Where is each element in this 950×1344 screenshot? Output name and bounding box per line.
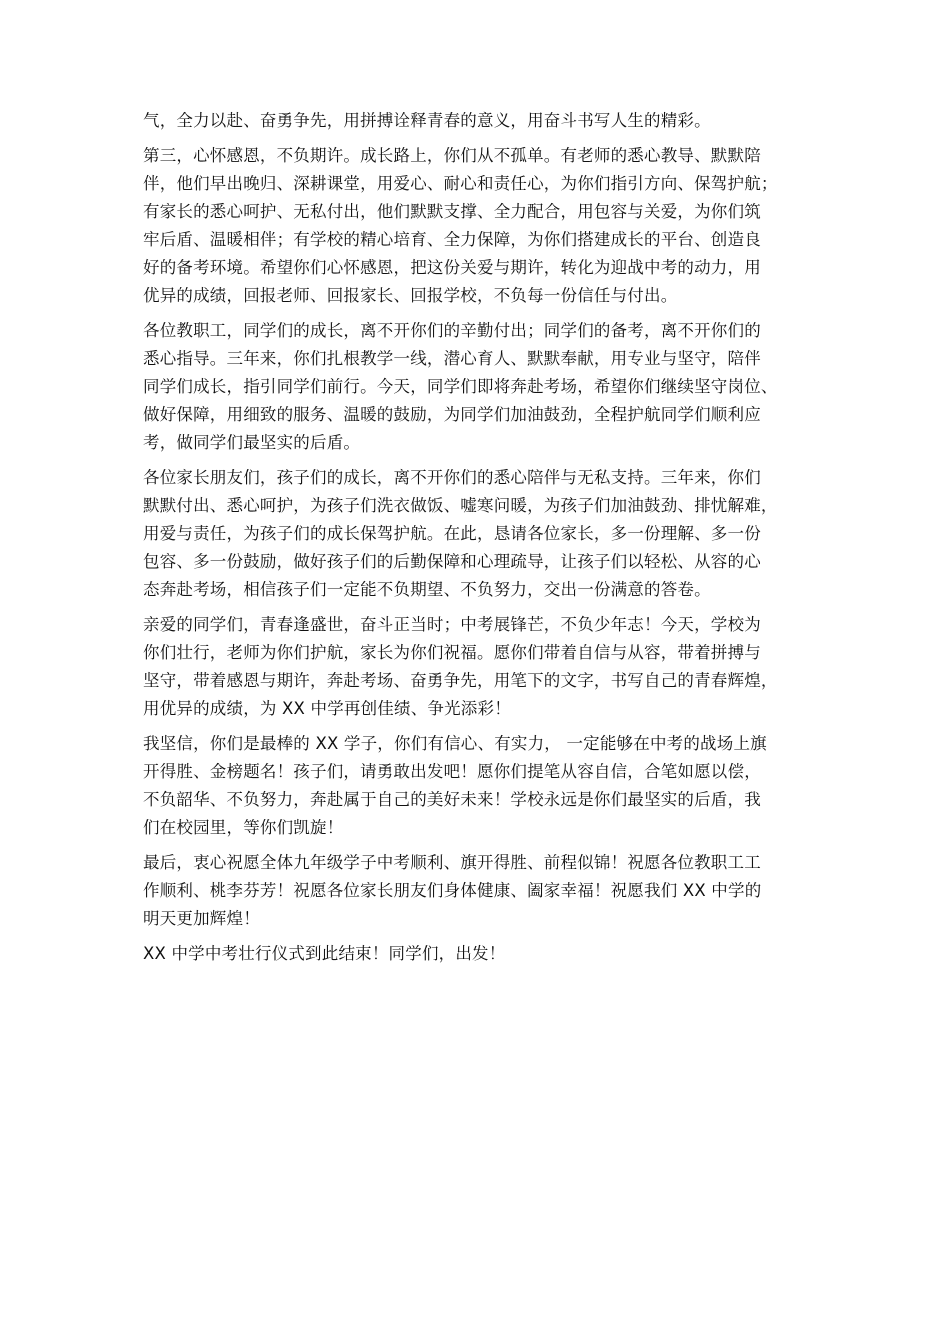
text-line: 我坚信，你们是最棒的 XX 学子，你们有信心、有实力， 一定能够在中考的战场上旗 <box>143 734 767 753</box>
text-line: 优异的成绩，回报老师、回报家长、回报学校，不负每一份信任与付出。 <box>143 286 678 305</box>
text-line: 坚守，带着感恩与期许，奔赴考场、奋勇争先，用笔下的文字，书写自己的青春辉煌， <box>143 671 778 690</box>
text-line: 不负韶华、不负努力，奔赴属于自己的美好未来！学校永远是你们最坚实的后盾，我 <box>143 790 761 809</box>
paragraph <box>143 941 819 966</box>
text-line: 默默付出、悉心呵护，为孩子们洗衣做饭、嘘寒问暖，为孩子们加油鼓劲、排忧解难， <box>143 496 778 515</box>
text-line: 最后，衷心祝愿全体九年级学子中考顺利、旗开得胜、前程似锦！祝愿各位教职工工 <box>143 853 761 872</box>
paragraph <box>143 731 819 840</box>
document-body <box>143 108 819 976</box>
text-line: 亲爱的同学们，青春逢盛世，奋斗正当时；中考展锋芒，不负少年志！今天，学校为 <box>143 615 761 634</box>
paragraph <box>143 108 819 133</box>
text-line: 第三，心怀感恩，不负期许。成长路上，你们从不孤单。有老师的悉心教导、默默陪 <box>143 146 761 165</box>
paragraph <box>143 850 819 931</box>
text-line: 开得胜、金榜题名！孩子们，请勇敢出发吧！愿你们提笔从容自信，合笔如愿以偿， <box>143 762 761 781</box>
text-line: 作顺利、桃李芬芳！祝愿各位家长朋友们身体健康、阖家幸福！祝愿我们 XX 中学的 <box>143 881 762 900</box>
text-line: 用优异的成绩，为 XX 中学再创佳绩、争光添彩！ <box>143 699 511 718</box>
text-line: 各位教职工，同学们的成长，离不开你们的辛勤付出；同学们的备考，离不开你们的 <box>143 321 761 340</box>
text-line: 考，做同学们最坚实的后盾。 <box>143 433 361 452</box>
paragraph <box>143 612 819 721</box>
text-line: 好的备考环境。希望你们心怀感恩，把这份关爱与期许，转化为迎战中考的动力，用 <box>143 258 761 277</box>
paragraph <box>143 318 819 455</box>
paragraph <box>143 143 819 308</box>
text-line: 明天更加辉煌！ <box>143 909 260 928</box>
text-line: 你们壮行，老师为你们护航，家长为你们祝福。愿你们带着自信与从容，带着拼搏与 <box>143 643 761 662</box>
text-line: 同学们成长，指引同学们前行。今天，同学们即将奔赴考场，希望你们继续坚守岗位、 <box>143 377 778 396</box>
text-line: 有家长的悉心呵护、无私付出，他们默默支撑、全力配合，用包容与关爱，为你们筑 <box>143 202 761 221</box>
text-line: 做好保障，用细致的服务、温暖的鼓励，为同学们加油鼓劲，全程护航同学们顺利应 <box>143 405 761 424</box>
text-line: 各位家长朋友们，孩子们的成长，离不开你们的悉心陪伴与无私支持。三年来，你们 <box>143 468 761 487</box>
text-line: 悉心指导。三年来，你们扎根教学一线，潜心育人、默默奉献，用专业与坚守，陪伴 <box>143 349 761 368</box>
text-line: 态奔赴考场，相信孩子们一定能不负期望、不负努力，交出一份满意的答卷。 <box>143 580 711 599</box>
paragraph <box>143 465 819 602</box>
text-line: 包容、多一份鼓励，做好孩子们的后勤保障和心理疏导，让孩子们以轻松、从容的心 <box>143 552 761 571</box>
text-line: 伴，他们早出晚归、深耕课堂，用爱心、耐心和责任心，为你们指引方向、保驾护航； <box>143 174 778 193</box>
text-line: 用爱与责任，为孩子们的成长保驾护航。在此，恳请各位家长，多一份理解、多一份 <box>143 524 761 543</box>
text-line: 气，全力以赴、奋勇争先，用拼搏诠释青春的意义，用奋斗书写人生的精彩。 <box>143 111 711 130</box>
text-line: XX 中学中考壮行仪式到此结束！同学们，出发！ <box>143 944 506 963</box>
text-line: 牢后盾、温暖相伴；有学校的精心培育、全力保障，为你们搭建成长的平台、创造良 <box>143 230 761 249</box>
text-line: 们在校园里，等你们凯旋！ <box>143 818 344 837</box>
